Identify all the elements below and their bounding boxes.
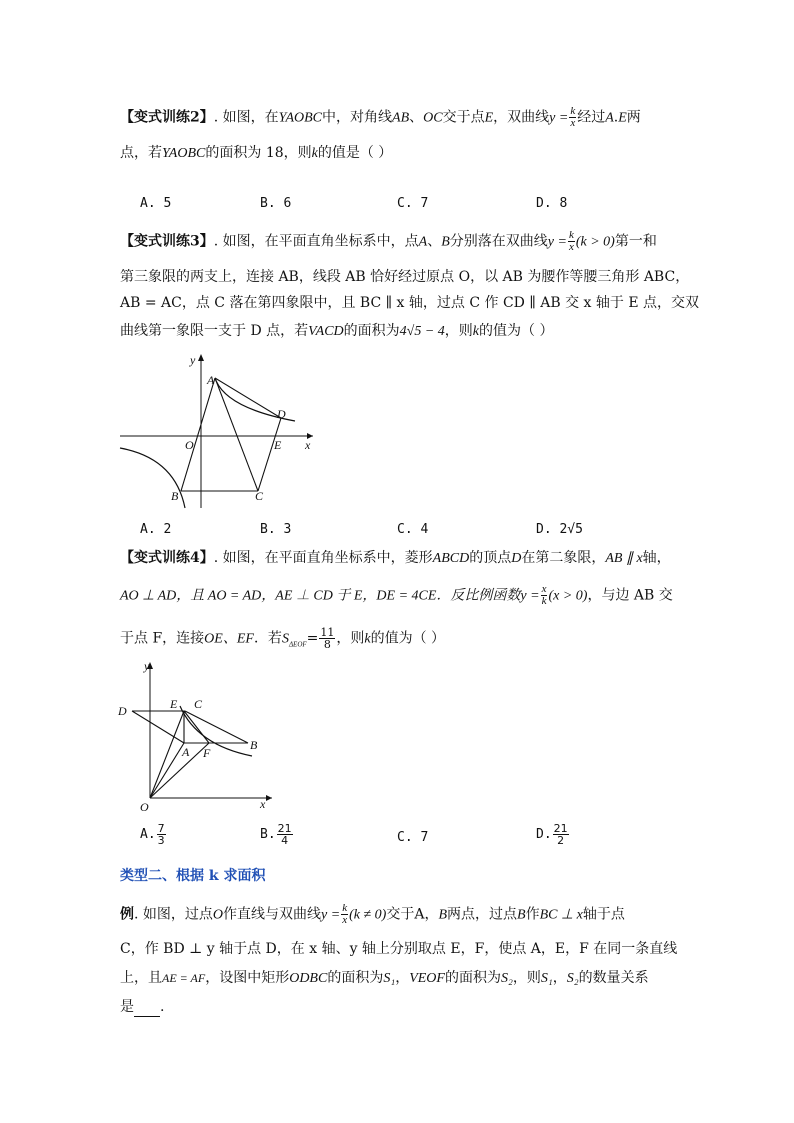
math: y = [547,234,567,250]
p4-option-a [140,823,167,846]
text: ，则 [444,323,473,339]
text: 轴于点 [582,906,625,923]
label-E: E [274,438,282,452]
text: . 如图，在平面直角坐标系中，点 [213,233,419,250]
math: ODBC [289,971,328,986]
p3-line4 [120,321,553,342]
text: 、 [409,109,424,126]
text: ，双曲线 [493,109,550,126]
math: (x > 0) [548,588,588,604]
fraction [568,230,575,253]
ex-line1 [120,903,625,926]
math: D [511,551,522,566]
text: ，设图中矩形 [205,970,290,986]
math: ABCD [432,551,470,566]
p3-option-b: B. 3 [260,522,292,537]
text: ．若 [253,630,282,647]
text: . 如图，在 [213,109,279,126]
text: ，与边 AB 交 [587,587,673,604]
fraction [157,823,166,846]
label-B: B [171,489,179,503]
math: B [438,907,448,923]
frac-num: 21 [277,822,292,835]
label-A: A [207,373,215,387]
text: 轴， [642,550,671,566]
text: ， [424,906,439,923]
text: 两点，过点 [447,906,518,923]
frac-den: 8 [323,638,331,651]
math: S₂ [500,971,513,986]
math: VEOF [409,971,445,986]
p2-tag: 【变式训练2】 [120,109,214,126]
ex-line4 [120,997,164,1017]
p4-line1 [120,548,671,569]
text: 两 [626,109,641,126]
text: 分别落在双曲线 [449,233,548,250]
math: BC ⊥ x [539,907,583,923]
text: 的值是（ ） [317,145,393,161]
segment-AB [181,378,215,491]
p4-option-c: C. 7 [397,830,429,845]
label-D: D [277,407,286,421]
math: S [281,631,289,647]
math-sub: ΔEOF [288,640,307,649]
frac-num: k [570,105,576,117]
text: 曲线第一象限一支于 D 点，若 [120,323,309,339]
math: VACD [308,324,344,339]
p2-line2 [120,143,392,164]
math: S₁ [383,971,396,986]
text: = [306,630,319,647]
p3-option-c: C. 4 [397,522,429,537]
math: AB ∥ x [605,551,643,566]
label-C: C [194,697,203,711]
fraction [541,584,548,607]
label-y: y [190,353,196,367]
fraction [277,823,293,846]
frac-den: 4 [281,834,289,847]
text: 的面积为 [444,970,501,986]
p2-option-a: A. 5 [140,196,172,211]
math: y = [321,907,341,923]
fraction [569,106,576,129]
math: OC [423,110,443,126]
frac-num: k [342,902,348,914]
math: y = [520,588,540,604]
math: YAOBC [162,146,206,161]
y-axis-arrow [198,354,204,361]
math: y = [549,110,569,126]
math: B [441,234,450,250]
segment-CD [258,418,281,491]
math: AE ⊥ CD 于 E， [275,588,377,604]
math: A [605,110,614,126]
text: 的值为（ ） [370,630,446,647]
x-axis-arrow [266,795,272,801]
p4-line2 [120,584,673,607]
segment-EF [184,711,209,743]
p4-line3 [120,627,445,654]
text: ， [395,970,410,986]
math: A [414,906,425,923]
text: 经过 [577,109,606,126]
label-B: B [250,738,258,752]
type2-heading: 类型二、根据 k 求面积 [120,868,266,884]
text: . 如图，在平面直角坐标系中，菱形 [213,550,433,566]
label-x: x [260,797,266,811]
text: . [160,999,165,1015]
frac-den: x [342,914,348,926]
fraction [341,903,348,926]
label-x: x [305,438,311,452]
option-letter: D. [536,827,552,842]
label-O: O [185,438,194,452]
segment-OE [150,711,184,798]
frac-num: x [541,583,547,595]
p3-line3: AB = AC，点 C 落在第四象限中，且 BC ∥ x 轴，过点 C 作 CD ∥ AB 交 x 轴于 E 点，交双 [120,295,700,311]
text: 作直线与双曲线 [223,906,322,923]
text: 是 [120,999,134,1015]
label-D: D [118,704,127,718]
frac-num: 11 [320,626,335,639]
label-A: A [182,745,190,759]
frac-den: x [570,117,576,129]
text: 、 [427,233,442,250]
p4-figure [112,660,277,815]
label-E: E [170,697,178,711]
p2-option-d: D. 8 [536,196,568,211]
text: 的面积为 [343,323,400,339]
p2-option-b: B. 6 [260,196,292,211]
math: E [618,110,627,126]
frac-num: k [568,229,574,241]
label-y: y [144,660,150,673]
math: E [484,110,494,126]
math: AB [392,110,410,126]
math: A [418,234,428,250]
math: k [472,324,479,339]
frac-den: 3 [157,834,165,847]
math: AE = AF [162,971,206,985]
p3-line2: 第三象限的两支上，连接 AB，线段 AB 恰好经过原点 O，以 AB 为腰作等腰三角形 ABC， [120,269,690,285]
math: (k > 0) [575,234,615,250]
answer-blank[interactable] [134,1002,160,1017]
math: B [517,907,526,923]
text: 点，若 [120,145,162,161]
ex-tag: 例 [120,906,134,923]
option-letter: B. [260,827,276,842]
text: 作 [525,906,540,923]
option-letter: A. [140,827,156,842]
text: . [613,109,619,126]
math: OE、EF [204,631,254,647]
p3-line1 [120,230,657,253]
text: 于点 F，连接 [120,630,205,647]
p4-option-d [536,823,570,846]
label-O: O [140,800,149,814]
frac-num: 7 [157,822,165,835]
math: S₁ [540,971,553,986]
ex-line3 [120,968,649,989]
math: DE = 4CE．反比例函数 [376,588,521,604]
ex-line2: C，作 BD ⊥ y 轴于点 D，在 x 轴、y 轴上分别取点 E，F，使点 A，E，F 在同一条直线 [120,941,678,957]
p3-option-a: A. 2 [140,522,172,537]
label-F: F [203,746,211,760]
text: . 如图，过点 [134,906,213,923]
p3-tag: 【变式训练3】 [120,233,214,250]
math: O [212,907,224,923]
text: 的数量关系 [578,970,649,986]
text: 的值为（ ） [479,323,554,339]
math: k [311,146,318,161]
segment-DA [132,711,184,743]
p2-line1 [120,106,641,129]
label-C: C [255,489,264,503]
text: ，则 [512,970,541,986]
text: ， [552,970,567,986]
math: 4√5 − 4 [399,324,445,339]
text: 交于 [386,906,415,923]
text: 上，且 [120,970,162,986]
p2-option-c: C. 7 [397,196,429,211]
p4-tag: 【变式训练4】 [120,550,214,566]
text: 的面积为 [327,970,384,986]
segment-AD [215,378,281,418]
fraction [553,823,569,846]
math: AO ⊥ AD，且 AO = AD， [120,588,276,604]
text: 的顶点 [469,550,512,566]
text: 在第二象限， [521,550,606,566]
text: 的面积为 18，则 [205,145,312,161]
p3-option-d: D. 2√5 [536,522,583,537]
text: 交于点 [442,109,485,126]
p3-figure [115,348,320,513]
text: ，则 [336,630,365,647]
text: 中，对角线 [322,109,393,126]
frac-den: 2 [557,834,565,847]
math: (k ≠ 0) [349,907,387,923]
frac-num: 21 [553,822,568,835]
text: 第一和 [614,233,657,250]
math: YAOBC [278,110,323,126]
math: k [364,631,371,647]
math: S₂ [566,971,579,986]
frac-den: k [541,595,547,607]
fraction [319,627,335,650]
frac-den: x [568,241,574,253]
segment-AC [215,378,258,491]
p4-option-b [260,823,294,846]
